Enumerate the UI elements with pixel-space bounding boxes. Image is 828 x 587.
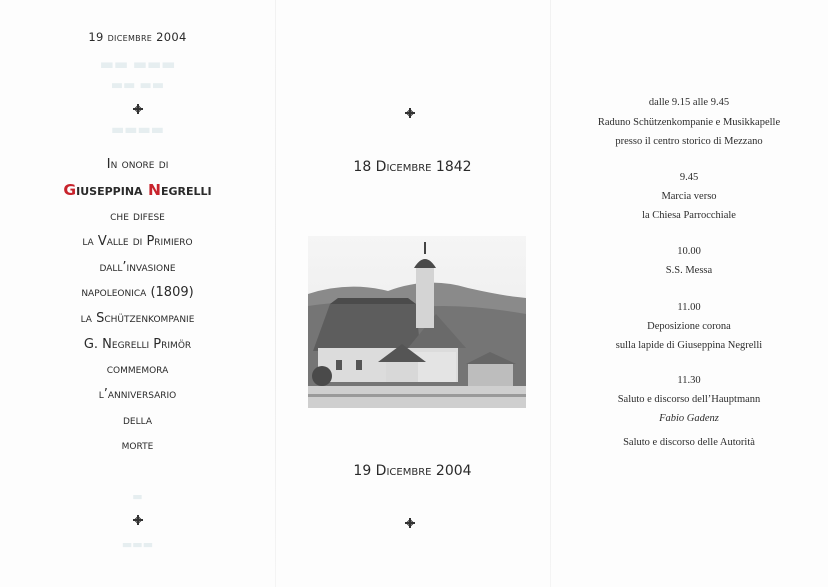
- program-time: 10.00: [677, 246, 701, 257]
- show-through-text: ▬▬▬▬: [111, 122, 164, 138]
- show-through-text: ▬: [132, 490, 143, 503]
- dedication-line: l’anniversario: [98, 387, 177, 402]
- dedication-line: della: [122, 413, 152, 428]
- birth-date: 18 Dicembre 1842: [353, 159, 472, 175]
- name-initial-last: N: [147, 181, 161, 199]
- right-panel: [550, 0, 828, 587]
- church-photo: [308, 236, 526, 408]
- left-date: 19 dicembre 2004: [88, 30, 187, 44]
- cross-pattee-icon: [405, 518, 415, 528]
- dedication-line: commemora: [106, 362, 169, 377]
- name-first-rest: iuseppina: [76, 181, 148, 199]
- dedication-line: dall’invasione: [99, 260, 176, 275]
- program-line: Raduno Schützenkompanie e Musikkapelle: [597, 117, 781, 128]
- program-time: 11.00: [677, 302, 701, 313]
- dedication-line: napoleonica (1809): [81, 285, 194, 300]
- show-through-text: ▬▬▬: [121, 538, 154, 551]
- show-through-text: ▬▬ ▬▬▬: [99, 55, 176, 73]
- closing-line: Saluto e discorso delle Autorità: [623, 437, 755, 448]
- dedication-line: la Schützenkompanie: [80, 311, 195, 326]
- dedication-line: G. Negrelli Primör: [83, 337, 192, 352]
- church-illustration: [308, 236, 526, 408]
- dedication-intro: In onore di: [106, 156, 169, 172]
- program-line: la Chiesa Parrocchiale: [642, 210, 736, 221]
- program-time: dalle 9.15 alle 9.45: [648, 97, 730, 108]
- heroine-name: [0, 181, 275, 199]
- dedication-line: che difese: [110, 209, 165, 224]
- program-time: 11.30: [677, 375, 701, 386]
- middle-panel: [275, 0, 550, 587]
- program-line: Saluto e discorso dell’Hauptmann: [617, 394, 761, 405]
- left-panel: [0, 0, 275, 587]
- show-through-text: ▬▬ ▬▬: [110, 78, 165, 93]
- speaker-name: Fabio Gadenz: [659, 413, 719, 424]
- program-time: 9.45: [679, 172, 699, 183]
- commemoration-date: 19 Dicembre 2004: [353, 463, 472, 479]
- dedication-line: morte: [121, 438, 154, 453]
- program-line: presso il centro storico di Mezzano: [615, 136, 763, 147]
- program-line: S.S. Messa: [665, 265, 713, 276]
- program-line: sulla lapide di Giuseppina Negrelli: [615, 340, 763, 351]
- name-initial-first: G: [63, 181, 77, 199]
- program-line: Deposizione corona: [647, 321, 731, 332]
- program-line: Marcia verso: [661, 191, 717, 202]
- dedication-line: la Valle di Primiero: [82, 234, 193, 249]
- name-last-rest: egrelli: [160, 181, 212, 199]
- cross-pattee-icon: [133, 104, 143, 114]
- cross-pattee-icon: [133, 515, 143, 525]
- cross-pattee-icon: [405, 108, 415, 118]
